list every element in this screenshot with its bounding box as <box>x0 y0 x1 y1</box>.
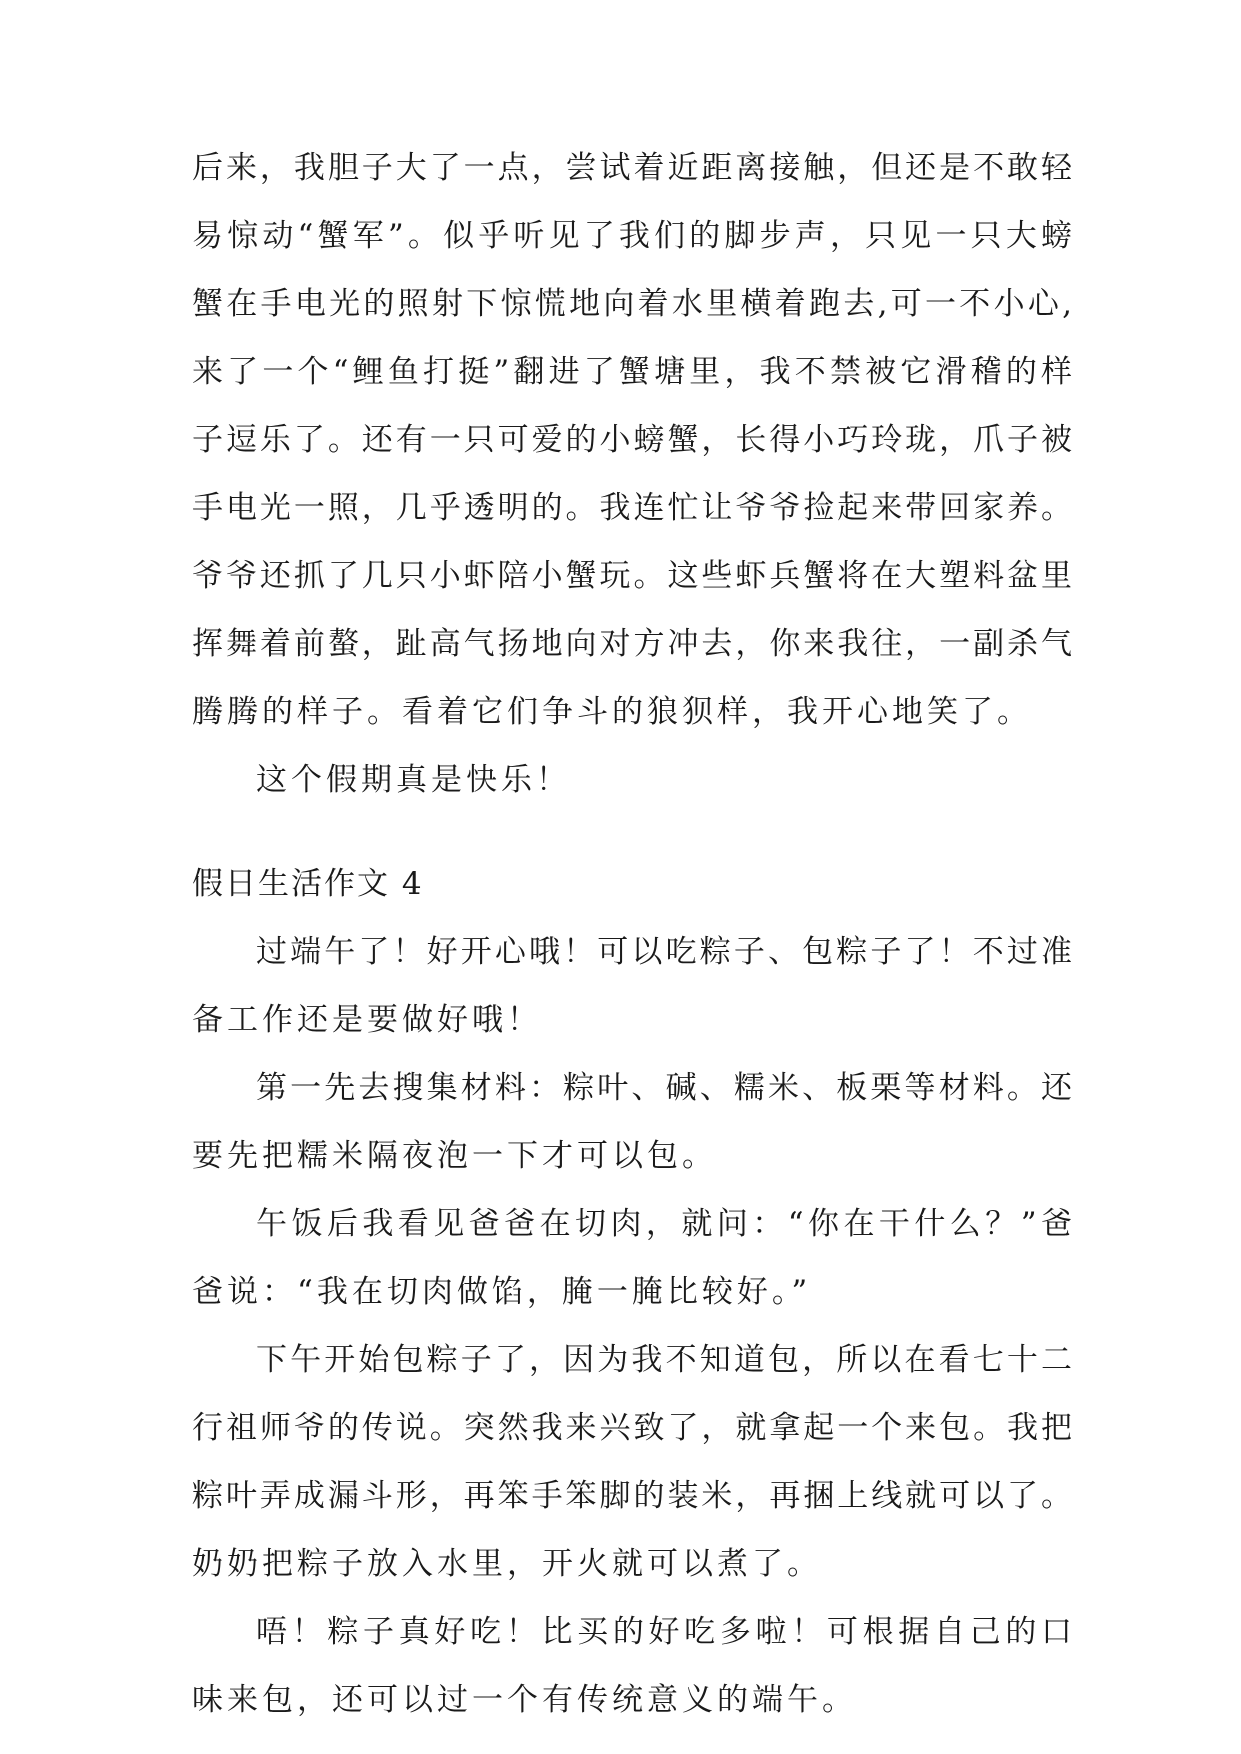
text-line: 过端午了！好开心哦！可以吃粽子、包粽子了！不过准 <box>256 934 1072 970</box>
text-line: 子逗乐了。还有一只可爱的小螃蟹，长得小巧玲珑，爪子被 <box>192 422 1072 458</box>
text-line: 唔！粽子真好吃！比买的好吃多啦！可根据自己的口 <box>256 1614 1072 1650</box>
text-line: 手电光一照，几乎透明的。我连忙让爷爷捡起来带回家养。 <box>192 490 1072 526</box>
text-line: 下午开始包粽子了，因为我不知道包，所以在看七十二 <box>256 1342 1072 1378</box>
text-line: 奶奶把粽子放入水里，开火就可以煮了。 <box>192 1546 822 1582</box>
text-line: 午饭后我看见爸爸在切肉，就问：“你在干什么？”爸 <box>256 1206 1072 1242</box>
text-line: 蟹在手电光的照射下惊慌地向着水里横着跑去,可一不小心, <box>192 286 1072 322</box>
text-line: 易惊动“蟹军”。似乎听见了我们的脚步声，只见一只大螃 <box>192 218 1072 254</box>
text-line: 爷爷还抓了几只小虾陪小蟹玩。这些虾兵蟹将在大塑料盆里 <box>192 558 1072 594</box>
text-line: 爸说：“我在切肉做馅，腌一腌比较好。” <box>192 1274 812 1310</box>
text-line: 味来包，还可以过一个有传统意义的端午。 <box>192 1682 857 1718</box>
text-line: 行祖师爷的传说。突然我来兴致了，就拿起一个来包。我把 <box>192 1410 1072 1446</box>
text-line: 挥舞着前螯，趾高气扬地向对方冲去，你来我往，一副杀气 <box>192 626 1072 662</box>
text-line: 来了一个“鲤鱼打挺”翻进了蟹塘里，我不禁被它滑稽的样 <box>192 354 1072 390</box>
text-line: 要先把糯米隔夜泡一下才可以包。 <box>192 1138 717 1174</box>
text-line: 腾腾的样子。看着它们争斗的狼狈样，我开心地笑了。 <box>192 694 1032 730</box>
text-line: 备工作还是要做好哦！ <box>192 1002 542 1038</box>
text-line: 粽叶弄成漏斗形，再笨手笨脚的装米，再捆上线就可以了。 <box>192 1478 1072 1514</box>
text-line: 后来，我胆子大了一点，尝试着近距离接触，但还是不敢轻 <box>192 150 1072 186</box>
text-line: 第一先去搜集材料：粽叶、碱、糯米、板栗等材料。还 <box>256 1070 1072 1106</box>
section-title: 假日生活作文 4 <box>192 866 424 902</box>
text-line: 这个假期真是快乐！ <box>256 762 571 798</box>
